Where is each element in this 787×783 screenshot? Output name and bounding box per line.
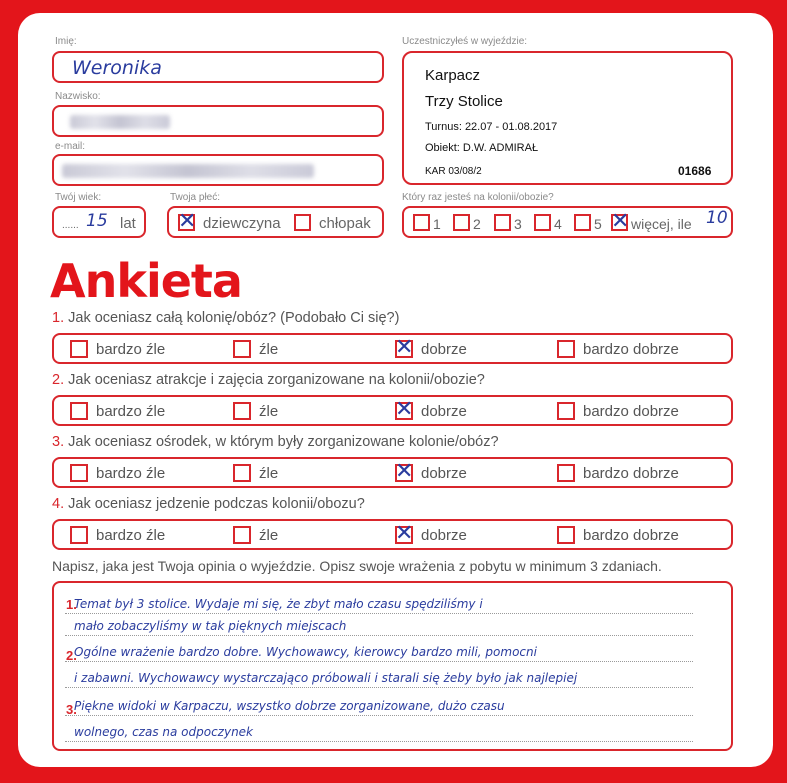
answer-number: 2. (66, 648, 77, 663)
question-2 (52, 372, 485, 388)
name-label: Imię: (55, 36, 77, 47)
option-label: bardzo dobrze (583, 527, 679, 544)
trip-place: Karpacz (425, 67, 481, 84)
age-field[interactable] (52, 206, 146, 238)
gender-male-label: chłopak (319, 215, 371, 232)
option-label: bardzo dobrze (583, 341, 679, 358)
times-3-label: 3 (514, 216, 522, 232)
ruled-line (65, 635, 693, 636)
surname-label: Nazwisko: (55, 91, 101, 102)
option-checkbox[interactable] (70, 464, 88, 482)
option-checkbox[interactable] (70, 526, 88, 544)
option-checkbox[interactable] (395, 335, 414, 360)
times-2-label: 2 (473, 216, 481, 232)
answer-number: 1. (66, 597, 77, 612)
answer-row-3 (52, 457, 733, 488)
opinion-prompt: Napisz, jaka jest Twoja opinia o wyjeździe. Opisz swoje wrażenia z pobytu w minimum 3 zdaniach. (52, 558, 662, 574)
age-value: 15 (86, 211, 108, 231)
option-label: źle (259, 403, 279, 420)
check-x-icon: ✕ (395, 335, 414, 360)
times-label: Który raz jesteś na kolonii/obozie? (402, 192, 554, 203)
question-number: 3. (52, 434, 65, 450)
times-1-label: 1 (433, 216, 441, 232)
option-checkbox[interactable] (233, 464, 251, 482)
trip-object: Obiekt: D.W. ADMIRAŁ (425, 142, 539, 154)
age-label: Twój wiek: (55, 192, 102, 203)
trip-code: KAR 03/08/2 (425, 166, 482, 177)
option-checkbox[interactable] (233, 402, 251, 420)
times-3-checkbox[interactable] (494, 214, 511, 231)
trip-label: Uczestniczyłeś w wyjeździe: (402, 36, 528, 47)
times-2-checkbox[interactable] (453, 214, 470, 231)
email-field[interactable] (52, 154, 384, 186)
ruled-line (65, 715, 693, 716)
times-4-label: 4 (554, 216, 562, 232)
option-label: dobrze (421, 465, 467, 482)
email-label: e-mail: (55, 141, 86, 152)
times-more-label: więcej, ile (631, 216, 692, 232)
handwritten-line: Ogólne wrażenie bardzo dobre. Wychowawcy, kierowcy bardzo mili, pomocni (74, 645, 537, 659)
answer-row-1 (52, 333, 733, 364)
option-checkbox[interactable] (557, 464, 575, 482)
name-value: Weronika (72, 57, 162, 79)
answer-row-4 (52, 519, 733, 550)
handwritten-line: Temat był 3 stolice. Wydaje mi się, że zbyt mało czasu spędziliśmy i (74, 597, 483, 611)
option-checkbox[interactable] (233, 526, 251, 544)
question-number: 4. (52, 496, 65, 512)
times-more-checkbox[interactable] (611, 209, 630, 234)
gender-female-label: dziewczyna (203, 215, 281, 232)
question-number: 2. (52, 372, 65, 388)
option-checkbox[interactable] (557, 526, 575, 544)
times-value: 10 (706, 208, 728, 228)
times-field (402, 206, 733, 238)
trip-program: Trzy Stolice (425, 93, 503, 110)
check-x-icon: ✕ (611, 209, 630, 234)
check-x-icon: ✕ (395, 459, 414, 484)
option-checkbox[interactable] (557, 340, 575, 358)
question-text: Jak oceniasz jedzenie podczas kolonii/obozu? (68, 496, 365, 512)
redacted-email (62, 164, 314, 178)
option-label: bardzo źle (96, 465, 166, 482)
check-x-icon: ✕ (178, 209, 197, 234)
check-x-icon: ✕ (395, 521, 414, 546)
option-checkbox[interactable] (70, 340, 88, 358)
answer-number: 3. (66, 702, 77, 717)
check-x-icon: ✕ (395, 397, 414, 422)
handwritten-line: Piękne widoki w Karpaczu, wszystko dobrze zorganizowane, dużo czasu (74, 699, 505, 713)
question-1 (52, 310, 399, 326)
times-1-checkbox[interactable] (413, 214, 430, 231)
trip-turnus: Turnus: 22.07 - 01.08.2017 (425, 121, 558, 133)
option-label: źle (259, 465, 279, 482)
gender-label: Twoja płeć: (170, 192, 221, 203)
survey-title: Ankieta (50, 254, 242, 308)
ruled-line (65, 661, 693, 662)
times-5-checkbox[interactable] (574, 214, 591, 231)
gender-field (167, 206, 384, 238)
option-label: bardzo źle (96, 527, 166, 544)
option-label: źle (259, 341, 279, 358)
times-4-checkbox[interactable] (534, 214, 551, 231)
question-3 (52, 434, 499, 450)
option-label: dobrze (421, 403, 467, 420)
option-label: bardzo dobrze (583, 403, 679, 420)
option-label: dobrze (421, 527, 467, 544)
option-label: bardzo źle (96, 341, 166, 358)
option-checkbox[interactable] (395, 521, 414, 546)
option-label: dobrze (421, 341, 467, 358)
option-checkbox[interactable] (70, 402, 88, 420)
ruled-line (65, 741, 693, 742)
option-checkbox[interactable] (395, 397, 414, 422)
option-checkbox[interactable] (395, 459, 414, 484)
gender-female-checkbox[interactable] (178, 209, 197, 234)
question-4 (52, 496, 365, 512)
option-label: źle (259, 527, 279, 544)
times-5-label: 5 (594, 216, 602, 232)
question-text: Jak oceniasz ośrodek, w którym były zorganizowane kolonie/obóz? (68, 434, 499, 450)
handwritten-line: mało zobaczyliśmy w tak pięknych miejscach (74, 619, 347, 633)
handwritten-line: i zabawni. Wychowawcy wystarczająco próbowali i starali się żeby było jak najlepiej (74, 671, 578, 685)
question-text: Jak oceniasz atrakcje i zajęcia zorganizowane na kolonii/obozie? (68, 372, 485, 388)
name-field[interactable] (52, 51, 384, 83)
age-dots: ...... (62, 220, 79, 231)
trip-card (402, 51, 733, 185)
surname-field[interactable] (52, 105, 384, 137)
question-number: 1. (52, 310, 65, 326)
option-checkbox[interactable] (233, 340, 251, 358)
ruled-line (65, 687, 693, 688)
answer-row-2 (52, 395, 733, 426)
trip-number: 01686 (678, 164, 712, 178)
age-unit: lat (120, 215, 136, 232)
option-label: bardzo źle (96, 403, 166, 420)
option-label: bardzo dobrze (583, 465, 679, 482)
ruled-line (65, 613, 693, 614)
gender-male-checkbox[interactable] (294, 214, 311, 231)
handwritten-line: wolnego, czas na odpoczynek (74, 725, 254, 739)
option-checkbox[interactable] (557, 402, 575, 420)
question-text: Jak oceniasz całą kolonię/obóz? (Podobało Ci się?) (68, 310, 400, 326)
redacted-surname (70, 115, 170, 129)
